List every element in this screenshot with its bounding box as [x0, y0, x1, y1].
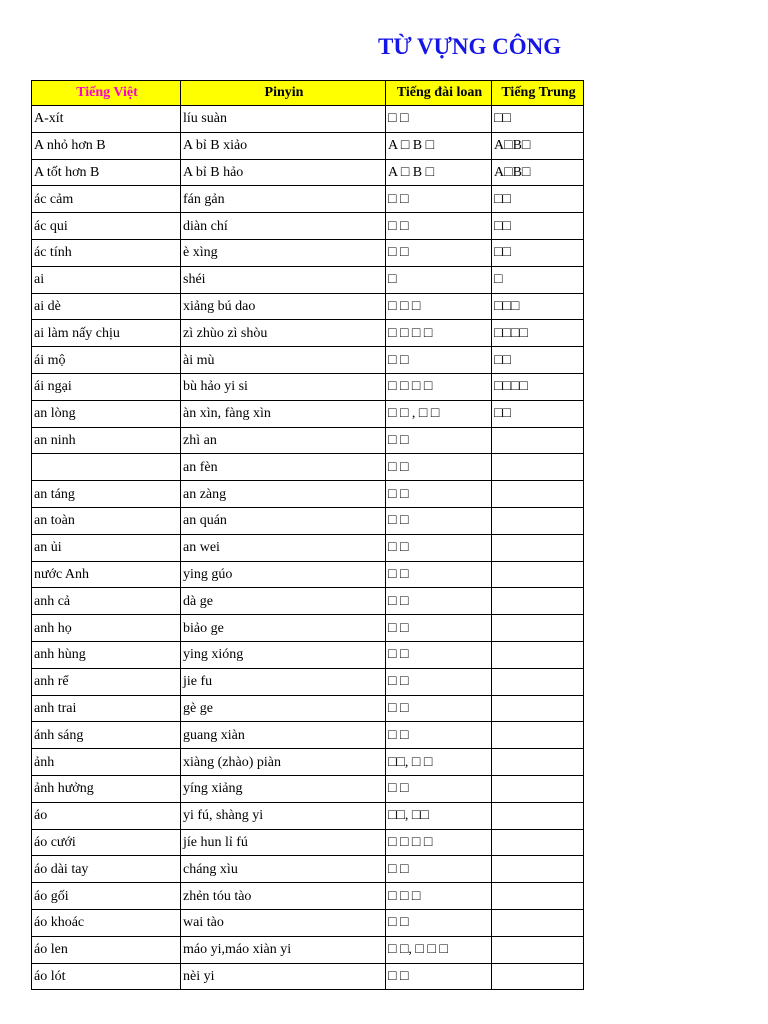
- cell-pinyin: fán gản: [181, 186, 386, 213]
- cell-taiwanese: □ □ , □ □: [386, 400, 492, 427]
- table-row: [32, 722, 584, 749]
- cell-taiwanese: □□, □ □: [386, 749, 492, 776]
- table-row: [32, 481, 584, 508]
- cell-chinese: [492, 427, 584, 454]
- cell-vietnamese: ánh sáng: [32, 722, 181, 749]
- cell-taiwanese: A □ B □: [386, 159, 492, 186]
- table-row: [32, 400, 584, 427]
- cell-taiwanese: □ □: [386, 347, 492, 374]
- vocabulary-table: [31, 80, 584, 990]
- table-row: [32, 373, 584, 400]
- cell-taiwanese: □ □ □ □: [386, 320, 492, 347]
- cell-vietnamese: ảnh: [32, 749, 181, 776]
- cell-pinyin: zhẻn tóu tào: [181, 883, 386, 910]
- cell-taiwanese: □ □: [386, 668, 492, 695]
- cell-taiwanese: □ □ □: [386, 883, 492, 910]
- cell-chinese: □□: [492, 239, 584, 266]
- cell-chinese: □□: [492, 213, 584, 240]
- cell-chinese: □□: [492, 400, 584, 427]
- table-row: [32, 749, 584, 776]
- cell-vietnamese: an táng: [32, 481, 181, 508]
- table-row: [32, 347, 584, 374]
- cell-pinyin: líu suàn: [181, 106, 386, 133]
- cell-chinese: □□□: [492, 293, 584, 320]
- cell-taiwanese: □ □: [386, 722, 492, 749]
- cell-taiwanese: □ □: [386, 507, 492, 534]
- cell-taiwanese: □ □: [386, 695, 492, 722]
- table-row: [32, 856, 584, 883]
- cell-pinyin: àn xìn, fàng xìn: [181, 400, 386, 427]
- cell-taiwanese: □ □: [386, 454, 492, 481]
- cell-vietnamese: ai dè: [32, 293, 181, 320]
- table-row: [32, 186, 584, 213]
- cell-pinyin: ying xióng: [181, 641, 386, 668]
- table-row: [32, 936, 584, 963]
- cell-taiwanese: □ □: [386, 856, 492, 883]
- cell-chinese: [492, 722, 584, 749]
- cell-taiwanese: □□, □□: [386, 802, 492, 829]
- cell-pinyin: máo yi,máo xiàn yi: [181, 936, 386, 963]
- table-row: [32, 615, 584, 642]
- cell-vietnamese: ác tính: [32, 239, 181, 266]
- cell-taiwanese: □ □: [386, 427, 492, 454]
- cell-chinese: [492, 883, 584, 910]
- cell-pinyin: biảo ge: [181, 615, 386, 642]
- cell-pinyin: guang xiàn: [181, 722, 386, 749]
- table-row: [32, 454, 584, 481]
- cell-pinyin: ying gúo: [181, 561, 386, 588]
- cell-chinese: □□: [492, 186, 584, 213]
- cell-vietnamese: áo dài tay: [32, 856, 181, 883]
- cell-vietnamese: anh hùng: [32, 641, 181, 668]
- cell-pinyin: gè ge: [181, 695, 386, 722]
- cell-chinese: [492, 829, 584, 856]
- cell-taiwanese: □ □: [386, 641, 492, 668]
- cell-chinese: [492, 775, 584, 802]
- table-row: [32, 239, 584, 266]
- table-row: [32, 963, 584, 990]
- cell-pinyin: yi fú, shàng yi: [181, 802, 386, 829]
- table-row: [32, 668, 584, 695]
- table-row: [32, 802, 584, 829]
- cell-chinese: [492, 588, 584, 615]
- table-row: [32, 213, 584, 240]
- cell-taiwanese: □ □ □ □: [386, 373, 492, 400]
- cell-taiwanese: □ □, □ □ □: [386, 936, 492, 963]
- page-title: TỪ VỰNG CÔNG: [378, 34, 562, 59]
- cell-vietnamese: nước Anh: [32, 561, 181, 588]
- table-row: [32, 909, 584, 936]
- table-row: [32, 106, 584, 133]
- cell-vietnamese: an ủi: [32, 534, 181, 561]
- cell-taiwanese: □ □: [386, 534, 492, 561]
- cell-vietnamese: ai làm nấy chịu: [32, 320, 181, 347]
- cell-vietnamese: A nhỏ hơn B: [32, 132, 181, 159]
- cell-pinyin: A bỉ B hảo: [181, 159, 386, 186]
- cell-chinese: A□B□: [492, 159, 584, 186]
- cell-pinyin: an wei: [181, 534, 386, 561]
- cell-chinese: [492, 749, 584, 776]
- cell-pinyin: xiàng (zhào) piàn: [181, 749, 386, 776]
- cell-vietnamese: an lòng: [32, 400, 181, 427]
- cell-vietnamese: áo gối: [32, 883, 181, 910]
- table-body: [32, 106, 584, 990]
- cell-chinese: [492, 802, 584, 829]
- cell-taiwanese: A □ B □: [386, 132, 492, 159]
- cell-taiwanese: □ □: [386, 909, 492, 936]
- cell-chinese: [492, 481, 584, 508]
- table-row: [32, 641, 584, 668]
- table-row: [32, 427, 584, 454]
- cell-pinyin: bù hảo yi si: [181, 373, 386, 400]
- cell-pinyin: an quán: [181, 507, 386, 534]
- cell-chinese: [492, 641, 584, 668]
- cell-vietnamese: ai: [32, 266, 181, 293]
- cell-pinyin: nèi yi: [181, 963, 386, 990]
- cell-vietnamese: A tốt hơn B: [32, 159, 181, 186]
- cell-vietnamese: ái mộ: [32, 347, 181, 374]
- cell-pinyin: dà ge: [181, 588, 386, 615]
- cell-vietnamese: an toàn: [32, 507, 181, 534]
- table-row: [32, 159, 584, 186]
- cell-taiwanese: □ □: [386, 186, 492, 213]
- table-row: [32, 695, 584, 722]
- cell-vietnamese: áo lót: [32, 963, 181, 990]
- cell-vietnamese: [32, 454, 181, 481]
- cell-vietnamese: ái ngại: [32, 373, 181, 400]
- cell-pinyin: diàn chí: [181, 213, 386, 240]
- cell-pinyin: an zàng: [181, 481, 386, 508]
- cell-vietnamese: anh cả: [32, 588, 181, 615]
- cell-pinyin: wai tào: [181, 909, 386, 936]
- cell-vietnamese: an ninh: [32, 427, 181, 454]
- cell-chinese: □: [492, 266, 584, 293]
- cell-taiwanese: □ □: [386, 561, 492, 588]
- table-row: [32, 588, 584, 615]
- cell-pinyin: shéi: [181, 266, 386, 293]
- cell-pinyin: xiảng bú dao: [181, 293, 386, 320]
- table-row: [32, 829, 584, 856]
- cell-taiwanese: □ □: [386, 213, 492, 240]
- cell-vietnamese: A-xít: [32, 106, 181, 133]
- cell-vietnamese: áo: [32, 802, 181, 829]
- cell-pinyin: jíe hun lỉ fú: [181, 829, 386, 856]
- cell-chinese: □□: [492, 347, 584, 374]
- table-row: [32, 320, 584, 347]
- cell-pinyin: zhì an: [181, 427, 386, 454]
- cell-taiwanese: □: [386, 266, 492, 293]
- cell-chinese: □□□□: [492, 320, 584, 347]
- cell-taiwanese: □ □: [386, 963, 492, 990]
- cell-pinyin: zì zhùo zì shòu: [181, 320, 386, 347]
- table-row: [32, 775, 584, 802]
- cell-vietnamese: áo khoác: [32, 909, 181, 936]
- table-row: [32, 293, 584, 320]
- cell-chinese: [492, 909, 584, 936]
- cell-taiwanese: □ □: [386, 588, 492, 615]
- cell-pinyin: an fèn: [181, 454, 386, 481]
- cell-chinese: [492, 561, 584, 588]
- cell-chinese: [492, 454, 584, 481]
- table-row: [32, 561, 584, 588]
- table-row: [32, 507, 584, 534]
- cell-chinese: [492, 856, 584, 883]
- cell-vietnamese: ác cảm: [32, 186, 181, 213]
- cell-chinese: [492, 963, 584, 990]
- cell-pinyin: A bỉ B xiảo: [181, 132, 386, 159]
- header-pinyin: Pinyin: [181, 81, 386, 106]
- cell-taiwanese: □ □ □: [386, 293, 492, 320]
- cell-pinyin: cháng xìu: [181, 856, 386, 883]
- header-vietnamese: Tiếng Việt: [32, 81, 181, 106]
- cell-chinese: A□B□: [492, 132, 584, 159]
- table-row: [32, 883, 584, 910]
- cell-taiwanese: □ □: [386, 775, 492, 802]
- cell-chinese: [492, 695, 584, 722]
- cell-vietnamese: anh rể: [32, 668, 181, 695]
- cell-chinese: □□□□: [492, 373, 584, 400]
- cell-chinese: [492, 615, 584, 642]
- cell-vietnamese: áo len: [32, 936, 181, 963]
- cell-pinyin: è xìng: [181, 239, 386, 266]
- cell-taiwanese: □ □: [386, 239, 492, 266]
- cell-taiwanese: □ □ □ □: [386, 829, 492, 856]
- cell-vietnamese: ảnh hưởng: [32, 775, 181, 802]
- cell-chinese: [492, 507, 584, 534]
- cell-taiwanese: □ □: [386, 106, 492, 133]
- cell-pinyin: jie fu: [181, 668, 386, 695]
- header-taiwanese: Tiếng đài loan: [386, 81, 492, 106]
- table-row: [32, 132, 584, 159]
- cell-vietnamese: anh trai: [32, 695, 181, 722]
- cell-taiwanese: □ □: [386, 615, 492, 642]
- cell-chinese: [492, 534, 584, 561]
- cell-vietnamese: ác qui: [32, 213, 181, 240]
- table-header-row: [32, 81, 584, 106]
- cell-pinyin: yíng xiảng: [181, 775, 386, 802]
- cell-chinese: [492, 936, 584, 963]
- cell-vietnamese: anh họ: [32, 615, 181, 642]
- table-row: [32, 266, 584, 293]
- cell-taiwanese: □ □: [386, 481, 492, 508]
- table-row: [32, 534, 584, 561]
- cell-chinese: [492, 668, 584, 695]
- header-chinese: Tiếng Trung: [492, 81, 584, 106]
- cell-chinese: □□: [492, 106, 584, 133]
- cell-pinyin: ài mù: [181, 347, 386, 374]
- cell-vietnamese: áo cưới: [32, 829, 181, 856]
